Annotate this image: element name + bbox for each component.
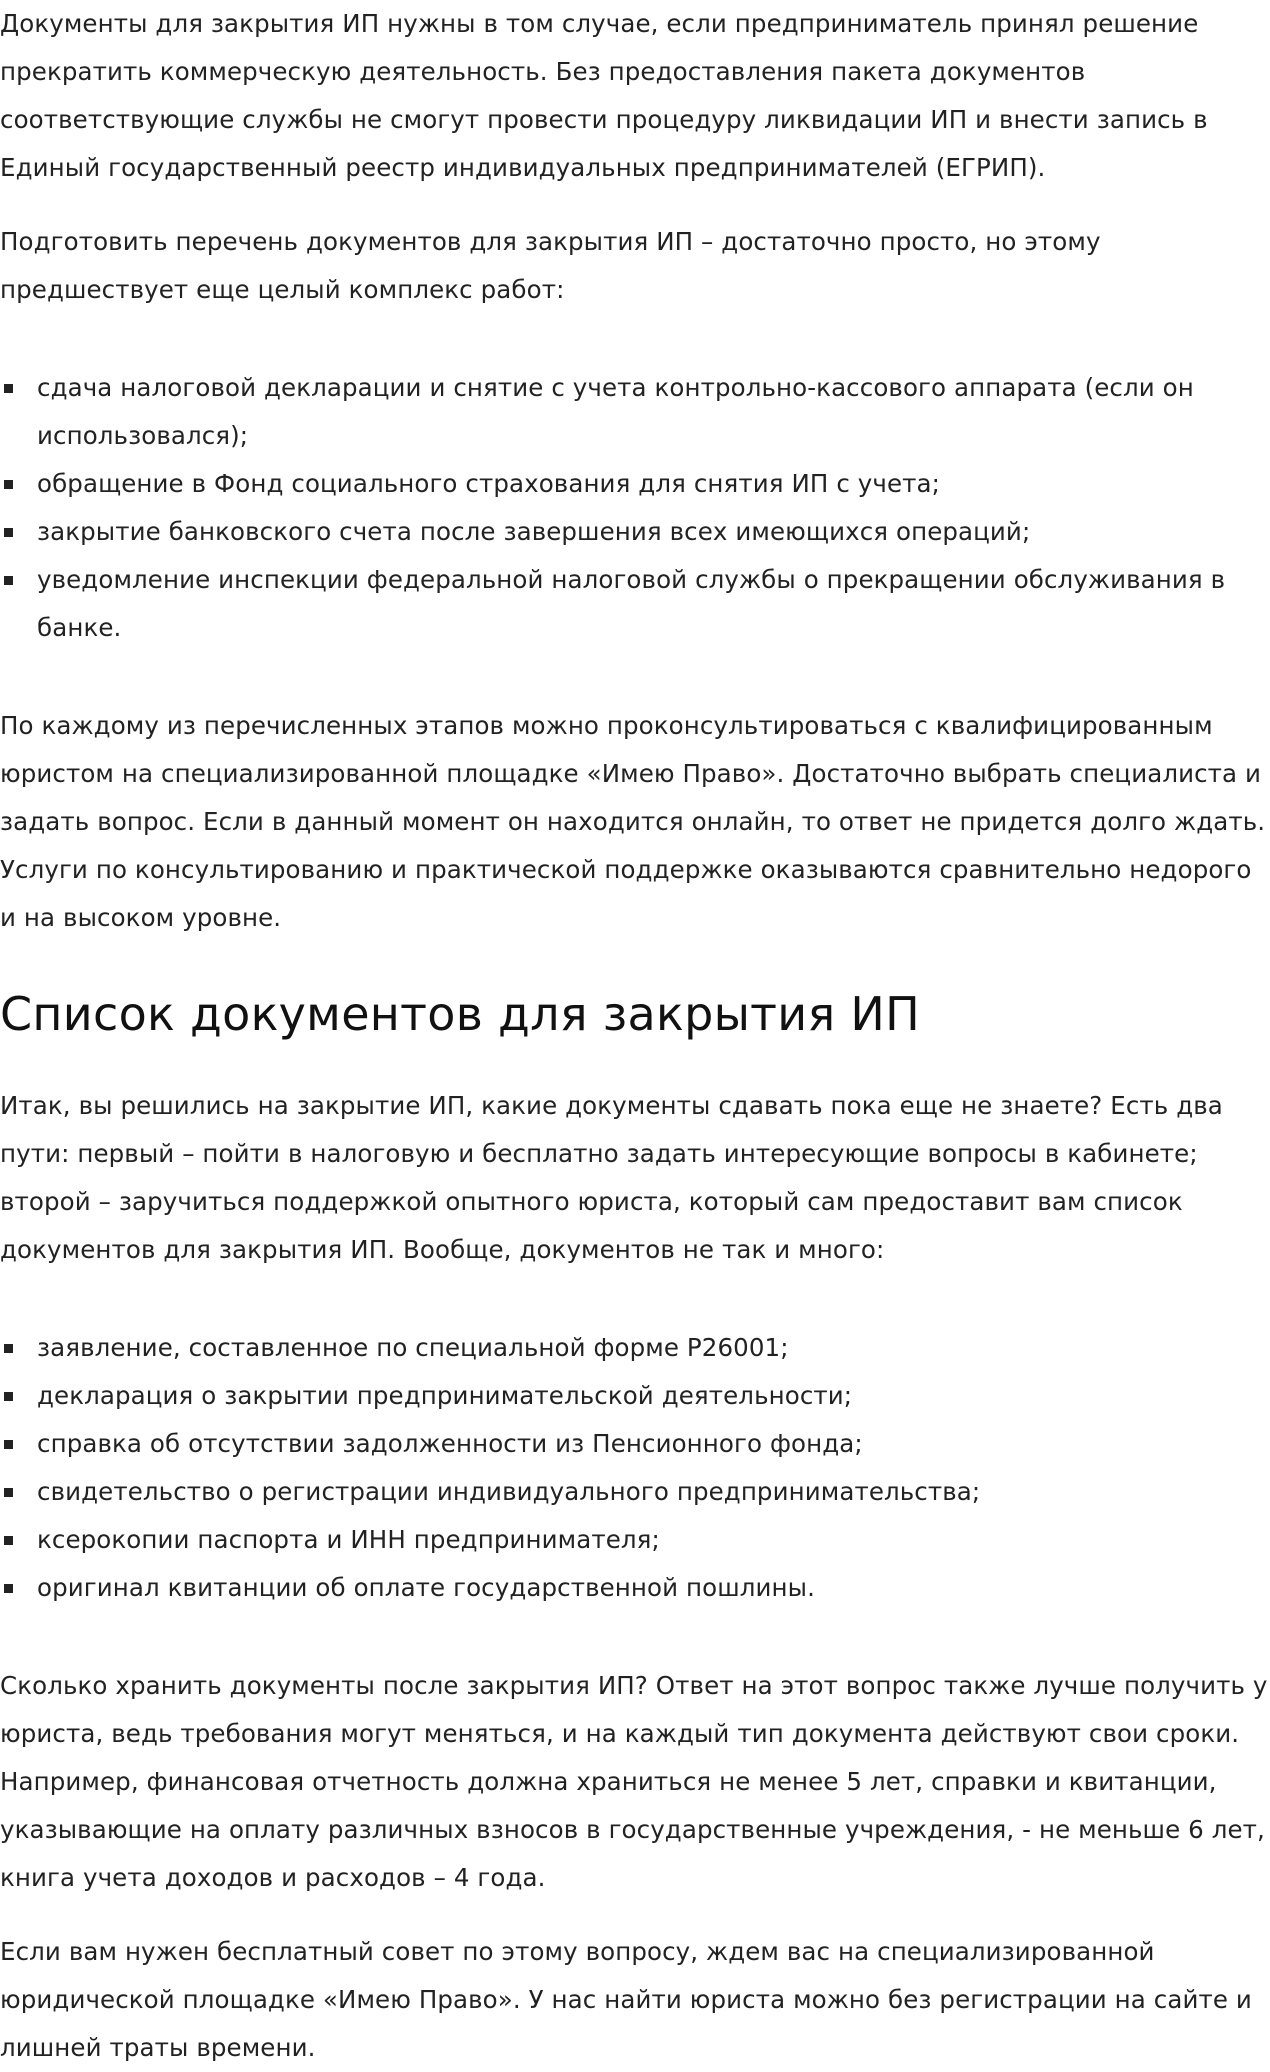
square-bullet-icon (4, 1392, 13, 1401)
list-item (0, 508, 1270, 556)
list-item (0, 1420, 1270, 1468)
call-to-action-paragraph: Если вам нужен бесплатный совет по этому вопросу, ждем вас на специализированной юридической площадке «Имею Право». У нас найти юриста можно без регистрации на сайте и лишней траты времени. (0, 1937, 1252, 2062)
square-bullet-icon (4, 1344, 13, 1353)
list-item (0, 1468, 1270, 1516)
list-item-text: декларация о закрытии предпринимательской деятельности; (37, 1381, 853, 1410)
square-bullet-icon (4, 384, 13, 393)
list-item (0, 1372, 1270, 1420)
square-bullet-icon (4, 528, 13, 537)
list-item-text: закрытие банковского счета после завершения всех имеющихся операций; (37, 517, 1031, 546)
consultation-paragraph: По каждому из перечисленных этапов можно проконсультироваться с квалифицированным юристом на специализированной площадке «Имею Право». Достаточно выбрать специалиста и задать вопрос. Если в данный момент он находится онлайн, то ответ не придется долго ждать. Услуги по консультированию и практической поддержке оказываются сравнительно недорого и на высоком уровне. (0, 711, 1266, 932)
list-item-text: обращение в Фонд социального страхования для снятия ИП с учета; (37, 469, 940, 498)
list-item-text: сдача налоговой декларации и снятие с учета контрольно-кассового аппарата (если он использовался); (37, 373, 1194, 450)
preparation-paragraph: Подготовить перечень документов для закрытия ИП – достаточно просто, но этому предшествует еще целый комплекс работ: (0, 227, 1101, 304)
list-item-text: ксерокопии паспорта и ИНН предпринимателя; (37, 1525, 660, 1554)
intro-paragraph: Документы для закрытия ИП нужны в том случае, если предприниматель принял решение прекратить коммерческую деятельность. Без предоставления пакета документов соответствующие службы не смогут провести процедуру ликвидации ИП и внести запись в Единый государственный реестр индивидуальных предпринимателей (ЕГРИП). (0, 9, 1208, 182)
list-item-text: свидетельство о регистрации индивидуального предпринимательства; (37, 1477, 981, 1506)
list-item-text: оригинал квитанции об оплате государственной пошлины. (37, 1573, 815, 1602)
list-item-text: заявление, составленное по специальной форме Р26001; (37, 1333, 789, 1362)
steps-list (0, 364, 1270, 652)
list-item (0, 1324, 1270, 1372)
square-bullet-icon (4, 1440, 13, 1449)
storage-paragraph: Сколько хранить документы после закрытия ИП? Ответ на этот вопрос также лучше получить у юриста, ведь требования могут меняться, и на каждый тип документа действуют свои сроки. Например, финансовая отчетность должна храниться не менее 5 лет, справки и квитанции, указывающие на оплату различных взносов в государственные учреждения, - не меньше 6 лет, книга учета доходов и расходов – 4 года. (0, 1671, 1268, 1892)
square-bullet-icon (4, 480, 13, 489)
square-bullet-icon (4, 1536, 13, 1545)
documents-list (0, 1324, 1270, 1612)
square-bullet-icon (4, 1584, 13, 1593)
list-item (0, 364, 1270, 460)
list-item-text: справка об отсутствии задолженности из Пенсионного фонда; (37, 1429, 863, 1458)
square-bullet-icon (4, 576, 13, 585)
list-item (0, 1516, 1270, 1564)
section-heading: Список документов для закрытия ИП (0, 987, 920, 1041)
square-bullet-icon (4, 1488, 13, 1497)
documents-intro-paragraph: Итак, вы решились на закрытие ИП, какие документы сдавать пока еще не знаете? Есть два пути: первый – пойти в налоговую и бесплатно задать интересующие вопросы в кабинете; второй – заручиться поддержкой опытного юриста, который сам предоставит вам список документов для закрытия ИП. Вообще, документов не так и много: (0, 1091, 1223, 1264)
list-item (0, 1564, 1270, 1612)
list-item-text: уведомление инспекции федеральной налоговой службы о прекращении обслуживания в банке. (37, 565, 1226, 642)
list-item (0, 556, 1270, 652)
list-item (0, 460, 1270, 508)
